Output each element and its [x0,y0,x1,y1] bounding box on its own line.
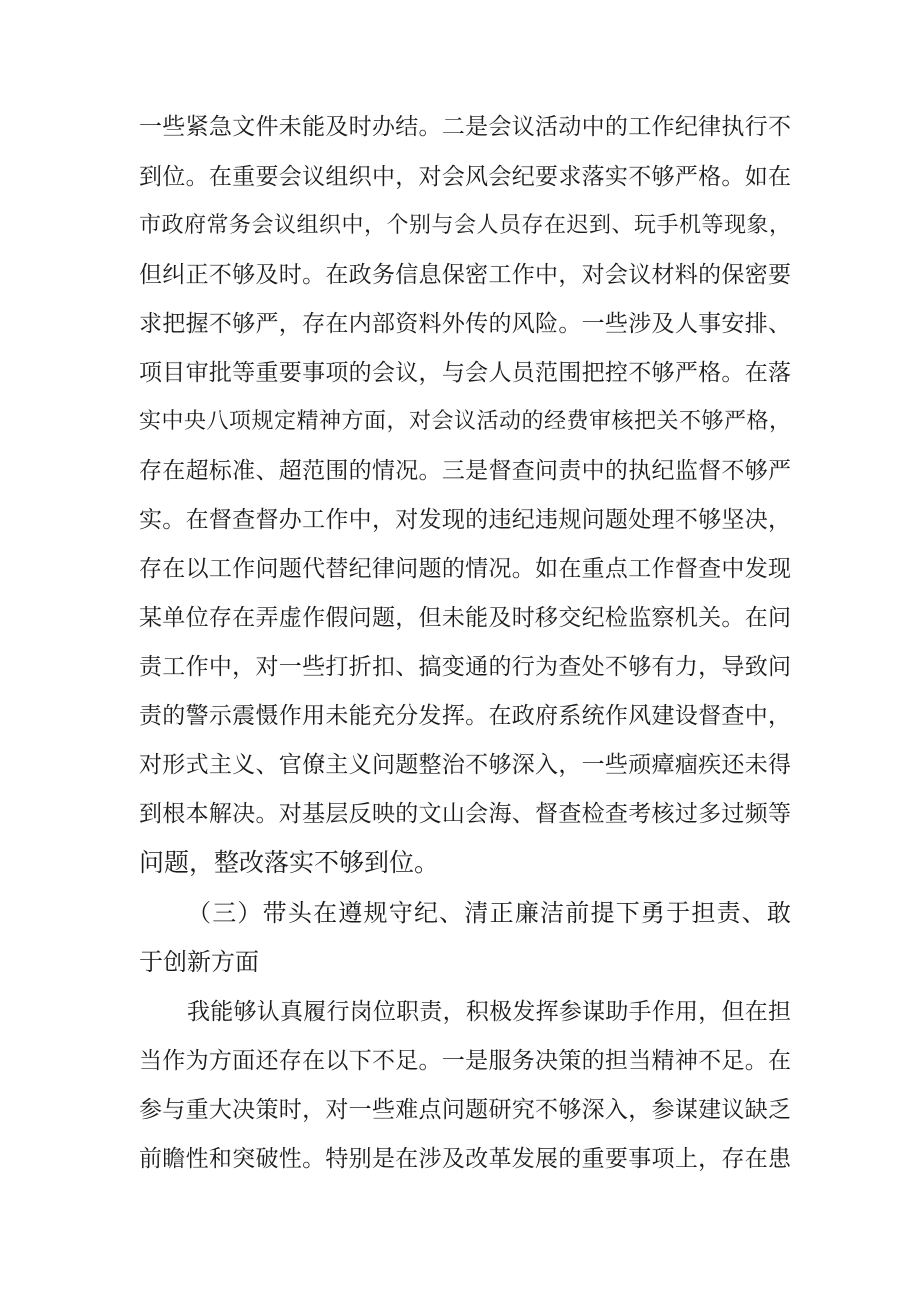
paragraph-1-line: 到位。在重要会议组织中，对会风会纪要求落实不够严格。如在 [139,164,792,190]
paragraph-1-line: 问题，整改落实不够到位。 [139,848,440,877]
section-heading: 于创新方面 [139,948,259,976]
section-heading: （三）带头在遵规守纪、清正廉洁前提下勇于担责、敢 [187,899,793,927]
document-body [139,0,793,1301]
paragraph-1-line: 实中央八项规定精神方面，对会议活动的经费审核把关不够严格， [139,409,792,434]
paragraph-1-line: 项目审批等重要事项的会议，与会人员范围把控不够严格。在落 [139,360,792,386]
paragraph-1-line: 但纠正不够及时。在政务信息保密工作中，对会议材料的保密要 [139,262,792,288]
paragraph-2-line: 当作为方面还存在以下不足。一是服务决策的担当精神不足。在 [139,1048,792,1074]
paragraph-1-line: 求把握不够严，存在内部资料外传的风险。一些涉及人事安排、 [139,311,792,337]
paragraph-1-line: 责的警示震慑作用未能充分发挥。在政府系统作风建设督查中， [139,703,792,729]
paragraph-1-line: 对形式主义、官僚主义问题整治不够深入，一些顽瘴痼疾还未得 [139,752,792,778]
paragraph-1-line: 实。在督查督办工作中，对发现的违纪违规问题处理不够坚决， [139,507,792,533]
paragraph-1-line: 市政府常务会议组织中，个别与会人员存在迟到、玩手机等现象， [139,213,792,238]
paragraph-1-line: 责工作中，对一些打折扣、搞变通的行为查处不够有力，导致问 [139,654,792,680]
paragraph-1-line: 一些紧急文件未能及时办结。二是会议活动中的工作纪律执行不 [139,114,792,140]
paragraph-1-line: 某单位存在弄虚作假问题，但未能及时移交纪检监察机关。在问 [139,605,792,631]
paragraph-2-line: 我能够认真履行岗位职责，积极发挥参谋助手作用，但在担 [187,999,792,1025]
paragraph-2-line: 参与重大决策时，对一些难点问题研究不够深入，参谋建议缺乏 [139,1097,792,1123]
paragraph-2-line: 前瞻性和突破性。特别是在涉及改革发展的重要事项上，存在患 [139,1146,792,1172]
paragraph-1-line: 到根本解决。对基层反映的文山会海、督查检查考核过多过频等 [139,801,792,827]
paragraph-1-line: 存在超标准、超范围的情况。三是督查问责中的执纪监督不够严 [139,458,792,484]
paragraph-1-line: 存在以工作问题代替纪律问题的情况。如在重点工作督查中发现 [139,556,792,582]
